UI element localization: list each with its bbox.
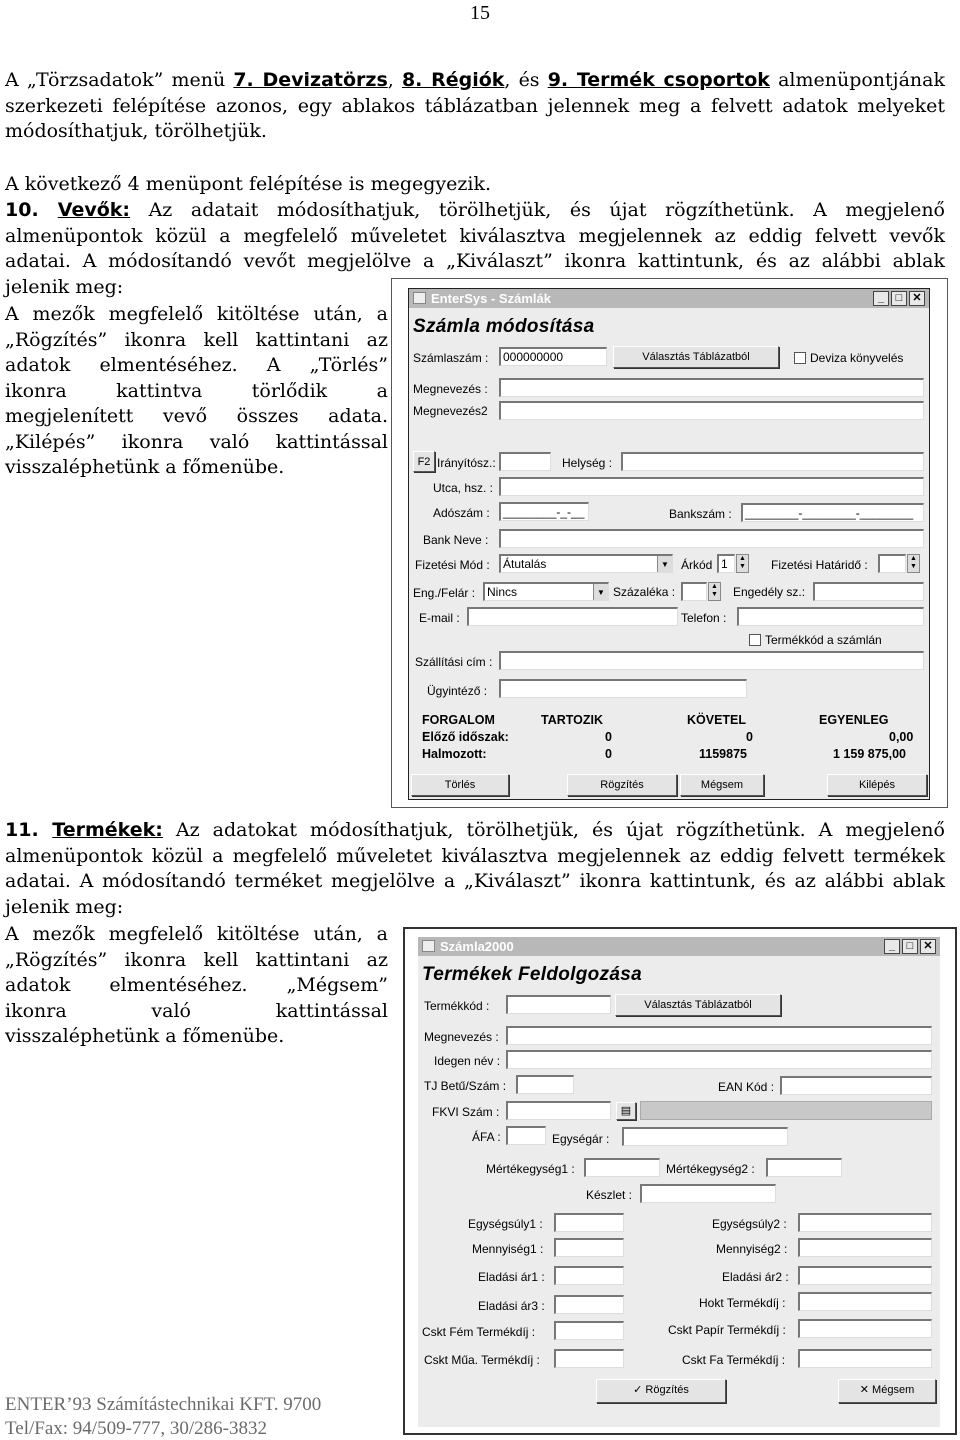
sum-header-forgalom: FORGALOM xyxy=(422,713,495,727)
iranyitoszam-input[interactable] xyxy=(499,452,551,471)
rogzites-button[interactable] xyxy=(596,1379,726,1403)
close-icon[interactable]: ✕ xyxy=(920,939,936,954)
sum-row1-tartozik: 0 xyxy=(605,730,612,744)
intro-paragraph-2: A következő 4 menüpont felépítése is megegyezik. xyxy=(5,173,492,195)
minimize-icon[interactable]: _ xyxy=(884,939,900,954)
sum-row1-kovetel: 0 xyxy=(746,730,753,744)
torles-button[interactable]: Törlés xyxy=(411,774,509,796)
eladasi-ar1-label: Eladási ár1 : xyxy=(478,1270,545,1284)
window-szamlak xyxy=(408,288,930,800)
cskt-fem-label: Cskt Fém Termékdíj : xyxy=(422,1325,536,1339)
title-bar xyxy=(409,289,929,308)
section-10-paragraph: 10. Vevők: Az adatait módosíthatjuk, törölhetjük, és újat rögzíthetünk. A megjelenő almenüpontok közül a megfelelő műveletet kiválasztva megjelennek az eddig felvett vevők adatai. A módosítandó vevőt megjelölve a „Kiválaszt” ikonra kattintunk, és az alábbi ablak jelenik meg: xyxy=(5,199,945,298)
egysegar-input[interactable] xyxy=(622,1127,788,1146)
cskt-fem-input[interactable] xyxy=(554,1321,624,1340)
intro-paragraph-1: A „Törzsadatok” menü 7. Devizatörzs, 8. Régiók, és 9. Termék csoportok almenüpontjának szerkezeti felépítése azonos, egy ablakos táblázatban jelennek meg a felvett adatok melyeket módosíthatjuk, törölhetjük. xyxy=(5,69,945,142)
cskt-papir-label: Cskt Papír Termékdíj : xyxy=(668,1323,786,1337)
fkvi-input[interactable] xyxy=(506,1101,611,1120)
f2-button[interactable]: F2 xyxy=(413,451,435,472)
eladasi-ar3-label: Eladási ár3 : xyxy=(478,1299,545,1313)
footer-line-2: Tel/Fax: 94/509-777, 30/286-3832 xyxy=(5,1418,268,1439)
minimize-icon[interactable]: _ xyxy=(873,291,889,306)
sum-header-tartozik: TARTOZIK xyxy=(541,713,604,727)
valasztas-tablazatbol-button[interactable]: Választás Táblázatból xyxy=(615,994,781,1016)
megnevezes-label: Megnevezés : xyxy=(424,1030,499,1044)
rogzites-button[interactable]: Rögzítés xyxy=(567,774,677,796)
telefon-label: Telefon : xyxy=(681,611,727,625)
eng-felar-select[interactable] xyxy=(483,582,609,601)
megnevezes-input[interactable] xyxy=(499,378,924,397)
bank-neve-label: Bank Neve : xyxy=(423,533,489,547)
telefon-input[interactable] xyxy=(737,607,924,626)
egysegar-label: Egységár : xyxy=(552,1132,610,1146)
valasztas-tablazatbol-button[interactable]: Választás Táblázatból xyxy=(613,346,779,368)
close-icon[interactable]: ✕ xyxy=(909,291,925,306)
check-icon: ✓ xyxy=(633,1384,646,1396)
keszlet-input[interactable] xyxy=(640,1184,776,1203)
window-title: Számla2000 xyxy=(440,939,514,954)
fizetesi-mod-label: Fizetési Mód : xyxy=(415,558,490,572)
fizetesi-mod-value: Átutalás xyxy=(503,557,547,571)
szazaleka-spinner-icon[interactable]: ▲ ▼ xyxy=(708,582,721,601)
mertekegyseg1-label: Mértékegység1 : xyxy=(486,1162,575,1176)
szallitasi-cim-label: Szállítási cím : xyxy=(415,655,493,669)
kilepes-button[interactable]: Kilépés xyxy=(827,774,927,796)
afa-input[interactable] xyxy=(506,1126,546,1145)
bank-neve-input[interactable] xyxy=(499,529,924,548)
tj-input[interactable] xyxy=(516,1075,574,1094)
megnevezes2-input[interactable] xyxy=(499,401,924,420)
chevron-down-icon[interactable]: ▼ xyxy=(657,556,672,573)
cskt-mua-label: Cskt Műa. Termékdíj : xyxy=(424,1353,540,1367)
arkod-label: Árkód xyxy=(681,558,713,572)
mertekegyseg2-label: Mértékegység2 : xyxy=(666,1162,755,1176)
adoszam-label: Adószám : xyxy=(433,506,490,520)
mertekegyseg1-input[interactable] xyxy=(584,1158,660,1177)
cskt-mua-input[interactable] xyxy=(554,1349,624,1368)
megsem-label: Mégsem xyxy=(872,1384,915,1396)
eladasi-ar1-input[interactable] xyxy=(554,1266,624,1285)
maximize-icon[interactable]: □ xyxy=(891,291,907,306)
ean-label: EAN Kód : xyxy=(718,1080,775,1094)
engedely-input[interactable] xyxy=(813,582,924,601)
megnevezes-label: Megnevezés : xyxy=(413,382,488,396)
tj-label: TJ Betű/Szám : xyxy=(424,1079,507,1093)
idegen-nev-label: Idegen név : xyxy=(434,1054,501,1068)
mennyiseg2-input[interactable] xyxy=(798,1238,932,1257)
cskt-fa-input[interactable] xyxy=(798,1349,932,1368)
utca-label: Utca, hsz. : xyxy=(433,481,494,495)
egysegsuly1-label: Egységsúly1 : xyxy=(468,1217,543,1231)
eng-felar-label: Eng./Felár : xyxy=(413,586,476,600)
ean-input[interactable] xyxy=(780,1076,932,1095)
window-termekek xyxy=(418,937,940,1427)
cskt-papir-input[interactable] xyxy=(798,1319,932,1338)
bankszam-input[interactable]: ________-________-________ xyxy=(741,503,924,522)
ugyintezo-input[interactable] xyxy=(499,679,747,698)
side-text-2: A mezők megfelelő kitöltése után, a „Rögzítés” ikonra kell kattintani az adatok elmentéséhez. „Mégsem” ikonra való kattintással visszaléphetünk a főmenübe. xyxy=(5,923,388,1047)
megsem-button[interactable] xyxy=(838,1379,936,1403)
footer-line-1: ENTER’93 Számítástechnikai KFT. 9700 xyxy=(5,1394,322,1415)
eladasi-ar2-label: Eladási ár2 : xyxy=(722,1270,789,1284)
sum-row2-tartozik: 0 xyxy=(605,747,612,761)
page-number: 15 xyxy=(470,2,490,24)
helyseg-label: Helység : xyxy=(562,456,613,470)
maximize-icon[interactable]: □ xyxy=(902,939,918,954)
sum-row1-egyenleg: 0,00 xyxy=(889,730,914,744)
form-heading: Számla módosítása xyxy=(413,316,595,337)
bankszam-label: Bankszám : xyxy=(669,507,732,521)
sum-header-egyenleg: EGYENLEG xyxy=(819,713,889,727)
sum-row1-label: Előző időszak: xyxy=(422,730,509,744)
megsem-button[interactable]: Mégsem xyxy=(680,774,764,796)
utca-input[interactable] xyxy=(499,477,924,496)
arkod-spinner-icon[interactable]: ▲ ▼ xyxy=(736,554,749,573)
eladasi-ar3-input[interactable] xyxy=(554,1295,624,1314)
sum-row2-kovetel: 1159875 xyxy=(699,747,747,761)
fkvi-description-field xyxy=(640,1101,932,1120)
hokt-input[interactable] xyxy=(798,1292,932,1311)
mennyiseg1-input[interactable] xyxy=(554,1238,624,1257)
lookup-icon[interactable]: ▤ xyxy=(616,1102,636,1120)
eladasi-ar2-input[interactable] xyxy=(798,1266,932,1285)
termekkod-checkbox[interactable] xyxy=(749,634,761,646)
fizetesi-mod-select[interactable] xyxy=(499,554,673,573)
mennyiseg2-label: Mennyiség2 : xyxy=(716,1242,788,1256)
megnevezes2-label: Megnevezés2 xyxy=(413,404,488,418)
app-icon xyxy=(422,940,435,952)
adoszam-input[interactable]: ________-_-__ xyxy=(499,502,589,521)
megnevezes-input[interactable] xyxy=(506,1026,932,1045)
mertekegyseg2-input[interactable] xyxy=(766,1158,842,1177)
footer xyxy=(5,1393,321,1440)
arkod-input[interactable]: 1 xyxy=(717,554,735,573)
termekkod-input[interactable] xyxy=(506,995,611,1014)
fizetesi-hatarido-label: Fizetési Határidő : xyxy=(771,558,868,572)
deviza-konyveles-checkbox[interactable] xyxy=(794,352,806,364)
email-label: E-mail : xyxy=(419,611,460,625)
keszlet-label: Készlet : xyxy=(586,1188,633,1202)
side-text-1: A mezők megfelelő kitöltése után, a „Rögzítés” ikonra kell kattintani az adatok elmentéséhez. A „Törlés” ikonra kattintva törlődik a megjelenített vevő összes adata. „Kilépés” ikonra való kattintással visszaléphetünk a főmenübe. xyxy=(5,303,388,478)
idegen-nev-input[interactable] xyxy=(506,1050,932,1069)
eng-felar-value: Nincs xyxy=(487,585,518,599)
helyseg-input[interactable] xyxy=(621,452,924,471)
rogzites-label: Rögzítés xyxy=(645,1384,689,1396)
sum-row2-label: Halmozott: xyxy=(422,747,487,761)
hatarido-spinner-icon[interactable]: ▲ ▼ xyxy=(907,554,920,573)
deviza-konyveles-label: Deviza könyvelés xyxy=(810,351,904,365)
ugyintezo-label: Ügyintéző : xyxy=(427,684,488,698)
egysegsuly2-input[interactable] xyxy=(798,1213,932,1232)
egysegsuly1-input[interactable] xyxy=(554,1213,624,1232)
title-bar xyxy=(418,937,940,956)
sum-row2-egyenleg: 1 159 875,00 xyxy=(833,747,906,761)
afa-label: ÁFA : xyxy=(472,1130,501,1144)
fizetesi-hatarido-input[interactable] xyxy=(878,554,906,573)
chevron-down-icon[interactable]: ▼ xyxy=(593,584,608,601)
szamlaszam-label: Számlaszám : xyxy=(413,351,489,365)
szamlaszam-input[interactable]: 000000000 xyxy=(499,347,607,366)
mennyiseg1-label: Mennyiség1 : xyxy=(472,1242,544,1256)
cancel-x-icon: ✕ xyxy=(859,1384,873,1396)
form-heading: Termékek Feldolgozása xyxy=(422,964,642,985)
app-icon xyxy=(413,292,426,304)
egysegsuly2-label: Egységsúly2 : xyxy=(712,1217,787,1231)
window-title: EnterSys - Számlák xyxy=(431,291,551,306)
engedely-label: Engedély sz.: xyxy=(733,585,806,599)
szallitasi-cim-input[interactable] xyxy=(499,651,924,670)
section-11-paragraph: 11. Termékek: Az adatokat módosíthatjuk, törölhetjük, és újat rögzíthetünk. A megjelenő almenüpontok közül a megfelelő műveletet kiválasztva megjelennek az eddig felvett termékek adatai. A módosítandó terméket megjelölve a „Kiválaszt” ikonra kattintunk, és az alábbi ablak jelenik meg: xyxy=(5,819,945,918)
sum-header-kovetel: KÖVETEL xyxy=(687,713,747,727)
termekkod-label: Termékkód : xyxy=(424,999,490,1013)
iranyitoszam-label: Irányítósz.: xyxy=(437,456,496,470)
hokt-label: Hokt Termékdíj : xyxy=(699,1296,786,1310)
szazaleka-input[interactable] xyxy=(681,582,707,601)
fkvi-label: FKVI Szám : xyxy=(432,1105,500,1119)
email-input[interactable] xyxy=(467,607,678,626)
cskt-fa-label: Cskt Fa Termékdíj : xyxy=(682,1353,786,1367)
termekkod-label: Termékkód a számlán xyxy=(765,633,882,647)
szazaleka-label: Százaléka : xyxy=(613,585,676,599)
